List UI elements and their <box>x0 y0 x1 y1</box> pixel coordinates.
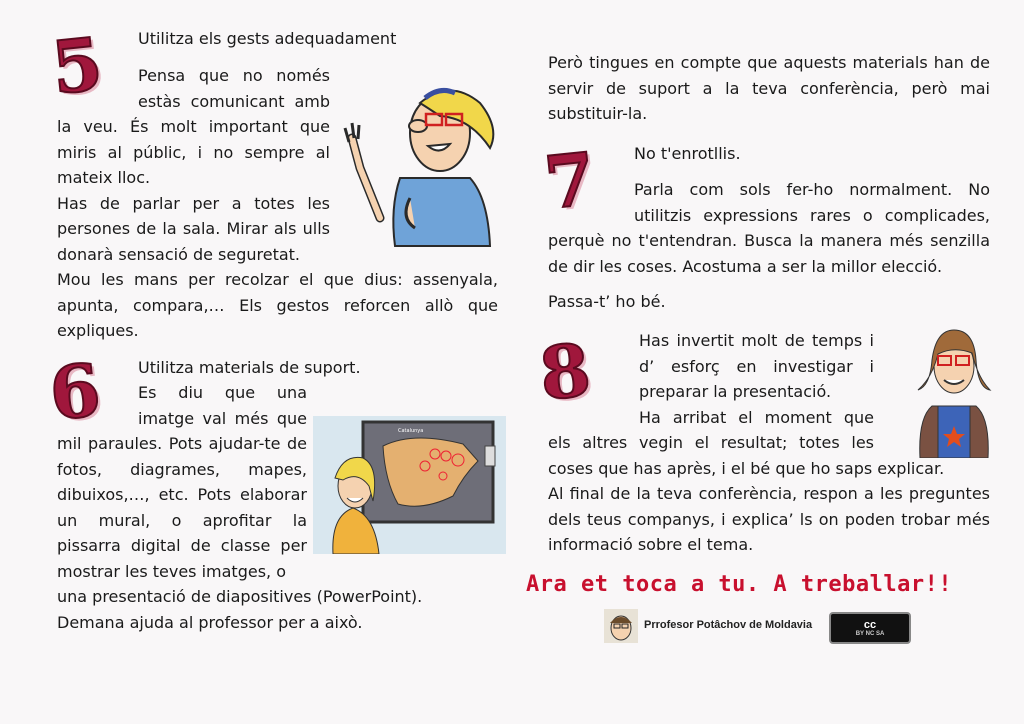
section-number-5: 5 <box>47 20 107 111</box>
license-badge <box>829 612 911 644</box>
section-7-line: Parla com sols fer-ho normalment. No <box>634 180 990 199</box>
section-7-para1: perquè no t'entendran. Busca la manera més senzilla de dir les coses. Acostuma a ser la millor elecció. <box>548 231 990 276</box>
section-number-8: 8 <box>535 326 595 417</box>
section-5-heading: Utilitza els gests adequadament <box>138 29 397 48</box>
section-8-para1: coses que has après, i el bé que ho saps explicar. <box>548 458 945 478</box>
girl-waving-illustration <box>340 78 500 248</box>
section-6-heading: Utilitza materials de suport. <box>138 358 361 377</box>
board-label: Catalunya <box>398 428 424 434</box>
section-8-para2: Al final de la teva conferència, respon a les preguntes dels teus companys, i explica’ ls on poden trobar més informació sobre el tema. <box>548 484 990 554</box>
section-8-line: Has invertit molt de temps i <box>639 331 874 350</box>
section-7-heading: No t'enrotllis. <box>634 144 741 163</box>
author-credit: Prrofesor Potâchov de Moldavia <box>644 619 813 631</box>
section-5-para1: la veu. És molt important que miris al públic, i no sempre al mateix lloc. <box>57 117 330 187</box>
right-intro-paragraph: Però tingues en compte que aquests materials han de servir de suport a la teva conferència, però mai substituir-la. <box>548 53 990 123</box>
section-5-line: estàs comunicant amb <box>138 91 330 111</box>
section-8-line: preparar la presentació. <box>639 382 832 401</box>
license-badge-bottom: BY NC SA <box>855 631 885 637</box>
section-6-para1: mil paraules. Pots ajudar-te de fotos, diagrames, mapes, dibuixos,…, etc. Pots elaborar un mural, o aprofitar la pissarra digital de classe per mostrar les teves imatges, o <box>57 434 307 581</box>
closing-call-to-action: Ara et toca a tu. A treballar!! <box>526 572 953 597</box>
section-5-line: Pensa que no només <box>138 66 330 85</box>
section-5-para2: Has de parlar per a totes les persones de la sala. Mirar als ulls donarà sensació de seguretat. <box>57 193 330 264</box>
section-7-text <box>548 177 990 315</box>
section-6-para3: Demana ajuda al professor per a això. <box>57 612 363 632</box>
section-number-7: 7 <box>540 135 600 226</box>
section-7-line: utilitzis expressions rares o complicades, <box>634 205 990 225</box>
section-8-line: Ha arribat el moment que <box>639 407 874 427</box>
section-6-line: imatge val més que <box>138 408 307 428</box>
map-board-illustration <box>313 416 506 554</box>
section-8-line: d’ esforç en investigar i <box>639 356 874 376</box>
license-badge-top: cc <box>863 619 877 631</box>
section-7-para2: Passa-t’ ho bé. <box>548 292 666 311</box>
section-6-para2: una presentació de diapositives (PowerPoint). <box>57 587 423 606</box>
author-avatar <box>604 609 638 643</box>
section-5-para3: Mou les mans per recolzar el que dius: assenyala, apunta, compara,… Els gestos reforcen allò que expliques. <box>57 270 498 340</box>
section-8-line: els altres vegin el resultat; totes les <box>548 433 874 452</box>
teacher-illustration <box>912 318 996 458</box>
section-6-line: Es diu que una <box>138 383 307 402</box>
section-number-6: 6 <box>45 346 105 437</box>
